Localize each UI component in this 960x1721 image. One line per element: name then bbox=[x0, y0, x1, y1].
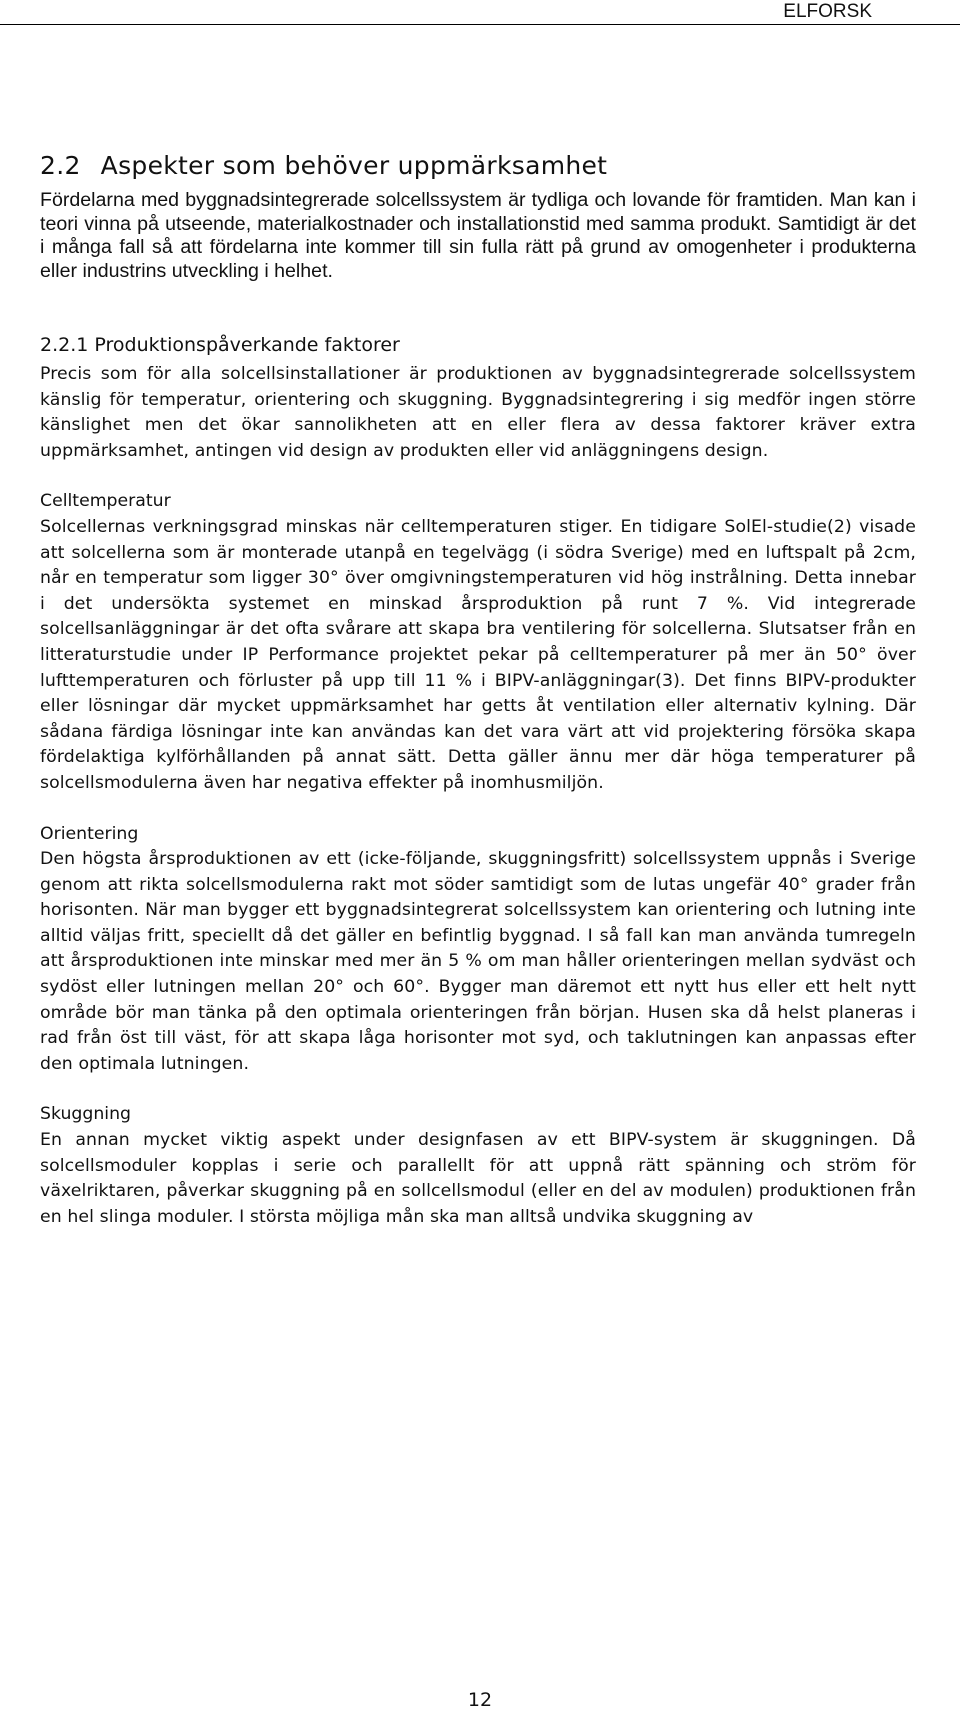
subsection-heading bbox=[40, 332, 916, 358]
page-header bbox=[0, 0, 960, 25]
topic-heading-celltemperatur: Celltemperatur bbox=[40, 491, 171, 512]
section-number: 2.2 bbox=[40, 151, 81, 180]
topic-paragraph-celltemperatur: Solcellernas verkningsgrad minskas när celltemperaturen stiger. En tidigare SolEl-studie(2) visade att solcellerna som är monterade utanpå en tegelvägg (i södra Sverige) med en luftspalt på 2cm, når en temperatur som ligger 30° över omgivningstemperaturen vid hög instrålning. Detta innebar i det undersökta systemet en minskad årsproduktion på runt 7 %. Vid integrerade solcellsanläggningar är det ofta svårare att skapa bra ventilering för solcellerna. Slutsatser från en litteraturstudie under IP Performance projektet pekar på celltemperaturer på mer än 50° över lufttemperaturen och förluster på upp till 11 % i BIPV-anläggningar(3). Det finns BIPV-produkter eller lösningar där mycket uppmärksamhet har getts åt ventilation eller alternativ kylning. Där sådana färdiga lösningar inte kan användas kan det vara värt att vid projektering försöka skapa fördelaktiga kylförhållanden på annat sätt. Detta gäller ännu mer där höga temperaturer på solcellsmodulerna även har negativa effekter på inomhusmiljön. bbox=[40, 516, 916, 793]
topic-paragraph-orientering: Den högsta årsproduktionen av ett (icke-följande, skuggningsfritt) solcellssystem uppnås i Sverige genom att rikta solcellsmodulerna rakt mot söder samtidigt som de lutas ungefär 40° grader från horisonten. När man bygger ett byggnadsintegrerat solcellssystem kan orientering och lutning inte alltid väljas fritt, speciellt då det gäller en befintlig byggnad. I så fall kan man använda tumregeln att årsproduktionen inte minskar med mer än 5 % om man håller orienteringen mellan sydväst och sydöst eller lutningen mellan 20° och 60°. Bygger man däremot ett nytt hus eller ett helt nytt område bör man tänka på den optimala orienteringen från början. Husen ska då helst planeras i rad från öst till väst, för att skapa låga horisonter mot syd, och taklutningen kan anpassas efter den optimala lutningen. bbox=[40, 849, 916, 1074]
page-number: 12 bbox=[467, 1689, 493, 1711]
header-label: ELFORSK bbox=[783, 1, 872, 22]
subsection-intro-paragraph: Precis som för alla solcellsinstallationer är produktionen av byggnadsintegrerade solcellssystem känslig för temperatur, orientering och skuggning. Byggnadsintegrering i sig medför ingen större känslighet men det ökar sannolikheten att en eller flera av dessa faktorer kräver extra uppmärksamhet, antingen vid design av produkten eller vid anläggningens design. bbox=[40, 364, 916, 461]
topic-heading-skuggning: Skuggning bbox=[40, 1104, 132, 1125]
subsection-number: 2.2.1 bbox=[40, 334, 89, 356]
topic-paragraph-skuggning: En annan mycket viktig aspekt under designfasen av ett BIPV-system är skuggningen. Då solcellsmoduler kopplas i serie och parallellt för att uppnå rätt spänning och ström för växelriktaren, påverkar skuggning på en sollcellsmodul (eller en del av modulen) produktionen från en hel slinga moduler. I största möjliga mån ska man alltså undvika skuggning av bbox=[40, 1130, 916, 1227]
section-title: Aspekter som behöver uppmärksamhet bbox=[100, 151, 608, 180]
section-heading bbox=[40, 148, 916, 184]
topic-heading-orientering: Orientering bbox=[40, 823, 139, 844]
section-intro-paragraph: Fördelarna med byggnadsintegrerade solcellssystem är tydliga och lovande för framtiden. Man kan i teori vinna på utseende, materialkostnader och installationstid med samma produkt. Samtidigt är det i många fall så att fördelarna inte kommer till sin fulla rätt på grund av omogenheter i produkterna eller industrins utveckling i helhet. bbox=[40, 189, 916, 282]
document-body bbox=[40, 148, 916, 1230]
subsection-title: Produktionspåverkande faktorer bbox=[94, 334, 400, 356]
